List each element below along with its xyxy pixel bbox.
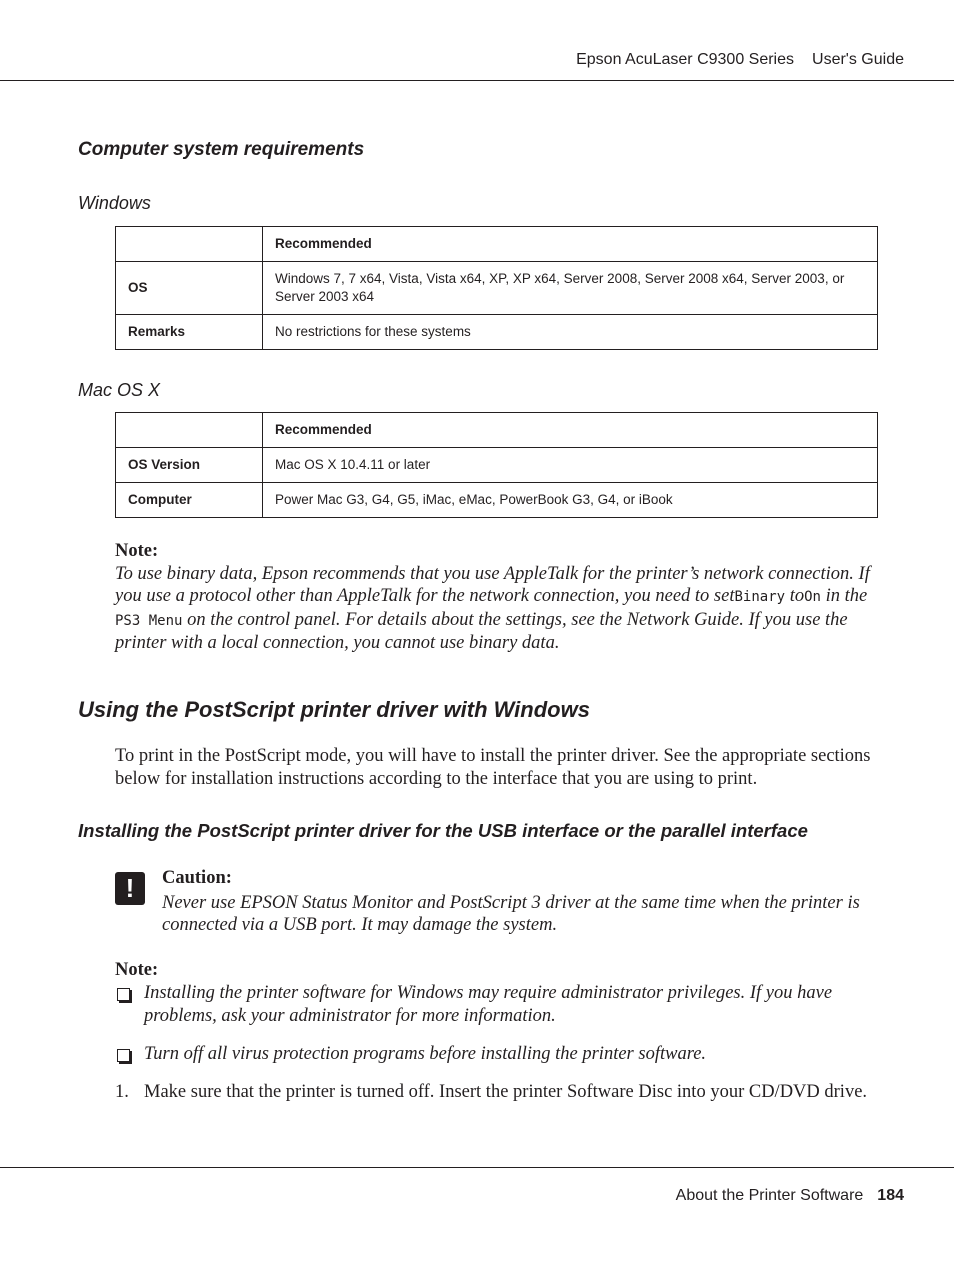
header-product: Epson AcuLaser C9300 Series xyxy=(576,51,795,68)
section-title-requirements: Computer system requirements xyxy=(78,139,365,160)
list-item xyxy=(115,982,885,1027)
section-title-postscript: Using the PostScript printer driver with Windows xyxy=(78,697,590,722)
step-text: Make sure that the printer is turned off. Insert the printer Software Disc into your CD/DVD drive. xyxy=(144,1082,868,1102)
footer-section: About the Printer Software xyxy=(675,1187,864,1204)
row-value: Mac OS X 10.4.11 or later xyxy=(263,448,878,483)
row-label: Computer xyxy=(116,483,263,518)
note-label: Note: xyxy=(115,960,159,980)
list-item-text: Turn off all virus protection programs before installing the printer software. xyxy=(144,1044,707,1064)
checkbox-bullet-icon xyxy=(117,1049,130,1062)
page-header xyxy=(576,51,904,69)
row-label: OS Version xyxy=(116,448,263,483)
caution-text: Never use EPSON Status Monitor and PostScript 3 driver at the same time when the printer is connected via a USB port. It may damage the system. xyxy=(162,892,860,935)
note-text-part: on the control panel. For details about the settings, see the Network Guide. If you use the printer with a local connection, you cannot use binary data. xyxy=(115,609,848,653)
step-number: 1. xyxy=(115,1082,129,1102)
note-text-part: to xyxy=(785,586,805,606)
row-value: Power Mac G3, G4, G5, iMac, eMac, PowerBook G3, G4, or iBook xyxy=(263,483,878,518)
code-binary: Binary xyxy=(734,589,786,605)
table-row xyxy=(116,315,878,350)
footer-rule xyxy=(0,1167,954,1168)
header-rule xyxy=(0,80,954,81)
table-header-row xyxy=(116,413,878,448)
mac-requirements-table xyxy=(115,412,878,518)
table-corner-cell xyxy=(116,227,263,262)
list-item xyxy=(115,1043,885,1066)
table-header-cell: Recommended xyxy=(263,413,878,448)
note-text-part: in the xyxy=(820,586,868,606)
row-label: Remarks xyxy=(116,315,263,350)
page-footer xyxy=(676,1187,904,1205)
note-text xyxy=(115,563,885,655)
caution-icon: ! xyxy=(115,872,145,905)
windows-heading: Windows xyxy=(78,193,151,213)
table-row xyxy=(116,262,878,315)
row-value: No restrictions for these systems xyxy=(263,315,878,350)
table-header-cell: Recommended xyxy=(263,227,878,262)
caution-label: Caution: xyxy=(162,868,232,888)
table-corner-cell xyxy=(116,413,263,448)
table-row xyxy=(116,483,878,518)
row-label: OS xyxy=(116,262,263,315)
header-guide: User's Guide xyxy=(812,51,904,68)
mac-heading: Mac OS X xyxy=(78,380,161,400)
note-text-part: To use binary data, Epson recommends that you use AppleTalk for the printer’s network connection. If you use a protocol other than AppleTalk for the network connection, you need to set xyxy=(115,563,870,606)
step-item xyxy=(115,1081,885,1104)
code-on: On xyxy=(804,589,821,605)
table-header-row xyxy=(116,227,878,262)
intro-paragraph: To print in the PostScript mode, you will have to install the printer driver. See the appropriate sections below for installation instructions according to the interface that you are using to print. xyxy=(115,746,871,789)
row-value: Windows 7, 7 x64, Vista, Vista x64, XP, XP x64, Server 2008, Server 2008 x64, Server 2003, or Server 2003 x64 xyxy=(263,262,878,315)
subsection-title-usb: Installing the PostScript printer driver for the USB interface or the parallel interface xyxy=(78,820,808,841)
note-label: Note: xyxy=(115,541,159,561)
windows-requirements-table xyxy=(115,226,878,350)
checkbox-bullet-icon xyxy=(117,988,130,1001)
code-ps3-menu: PS3 Menu xyxy=(115,612,183,629)
page-number: 184 xyxy=(877,1187,904,1204)
table-row xyxy=(116,448,878,483)
list-item-text: Installing the printer software for Windows may require administrator privileges. If you have problems, ask your administrator for more information. xyxy=(144,983,833,1026)
binary-data-note xyxy=(115,540,885,655)
caution-block xyxy=(162,867,882,937)
